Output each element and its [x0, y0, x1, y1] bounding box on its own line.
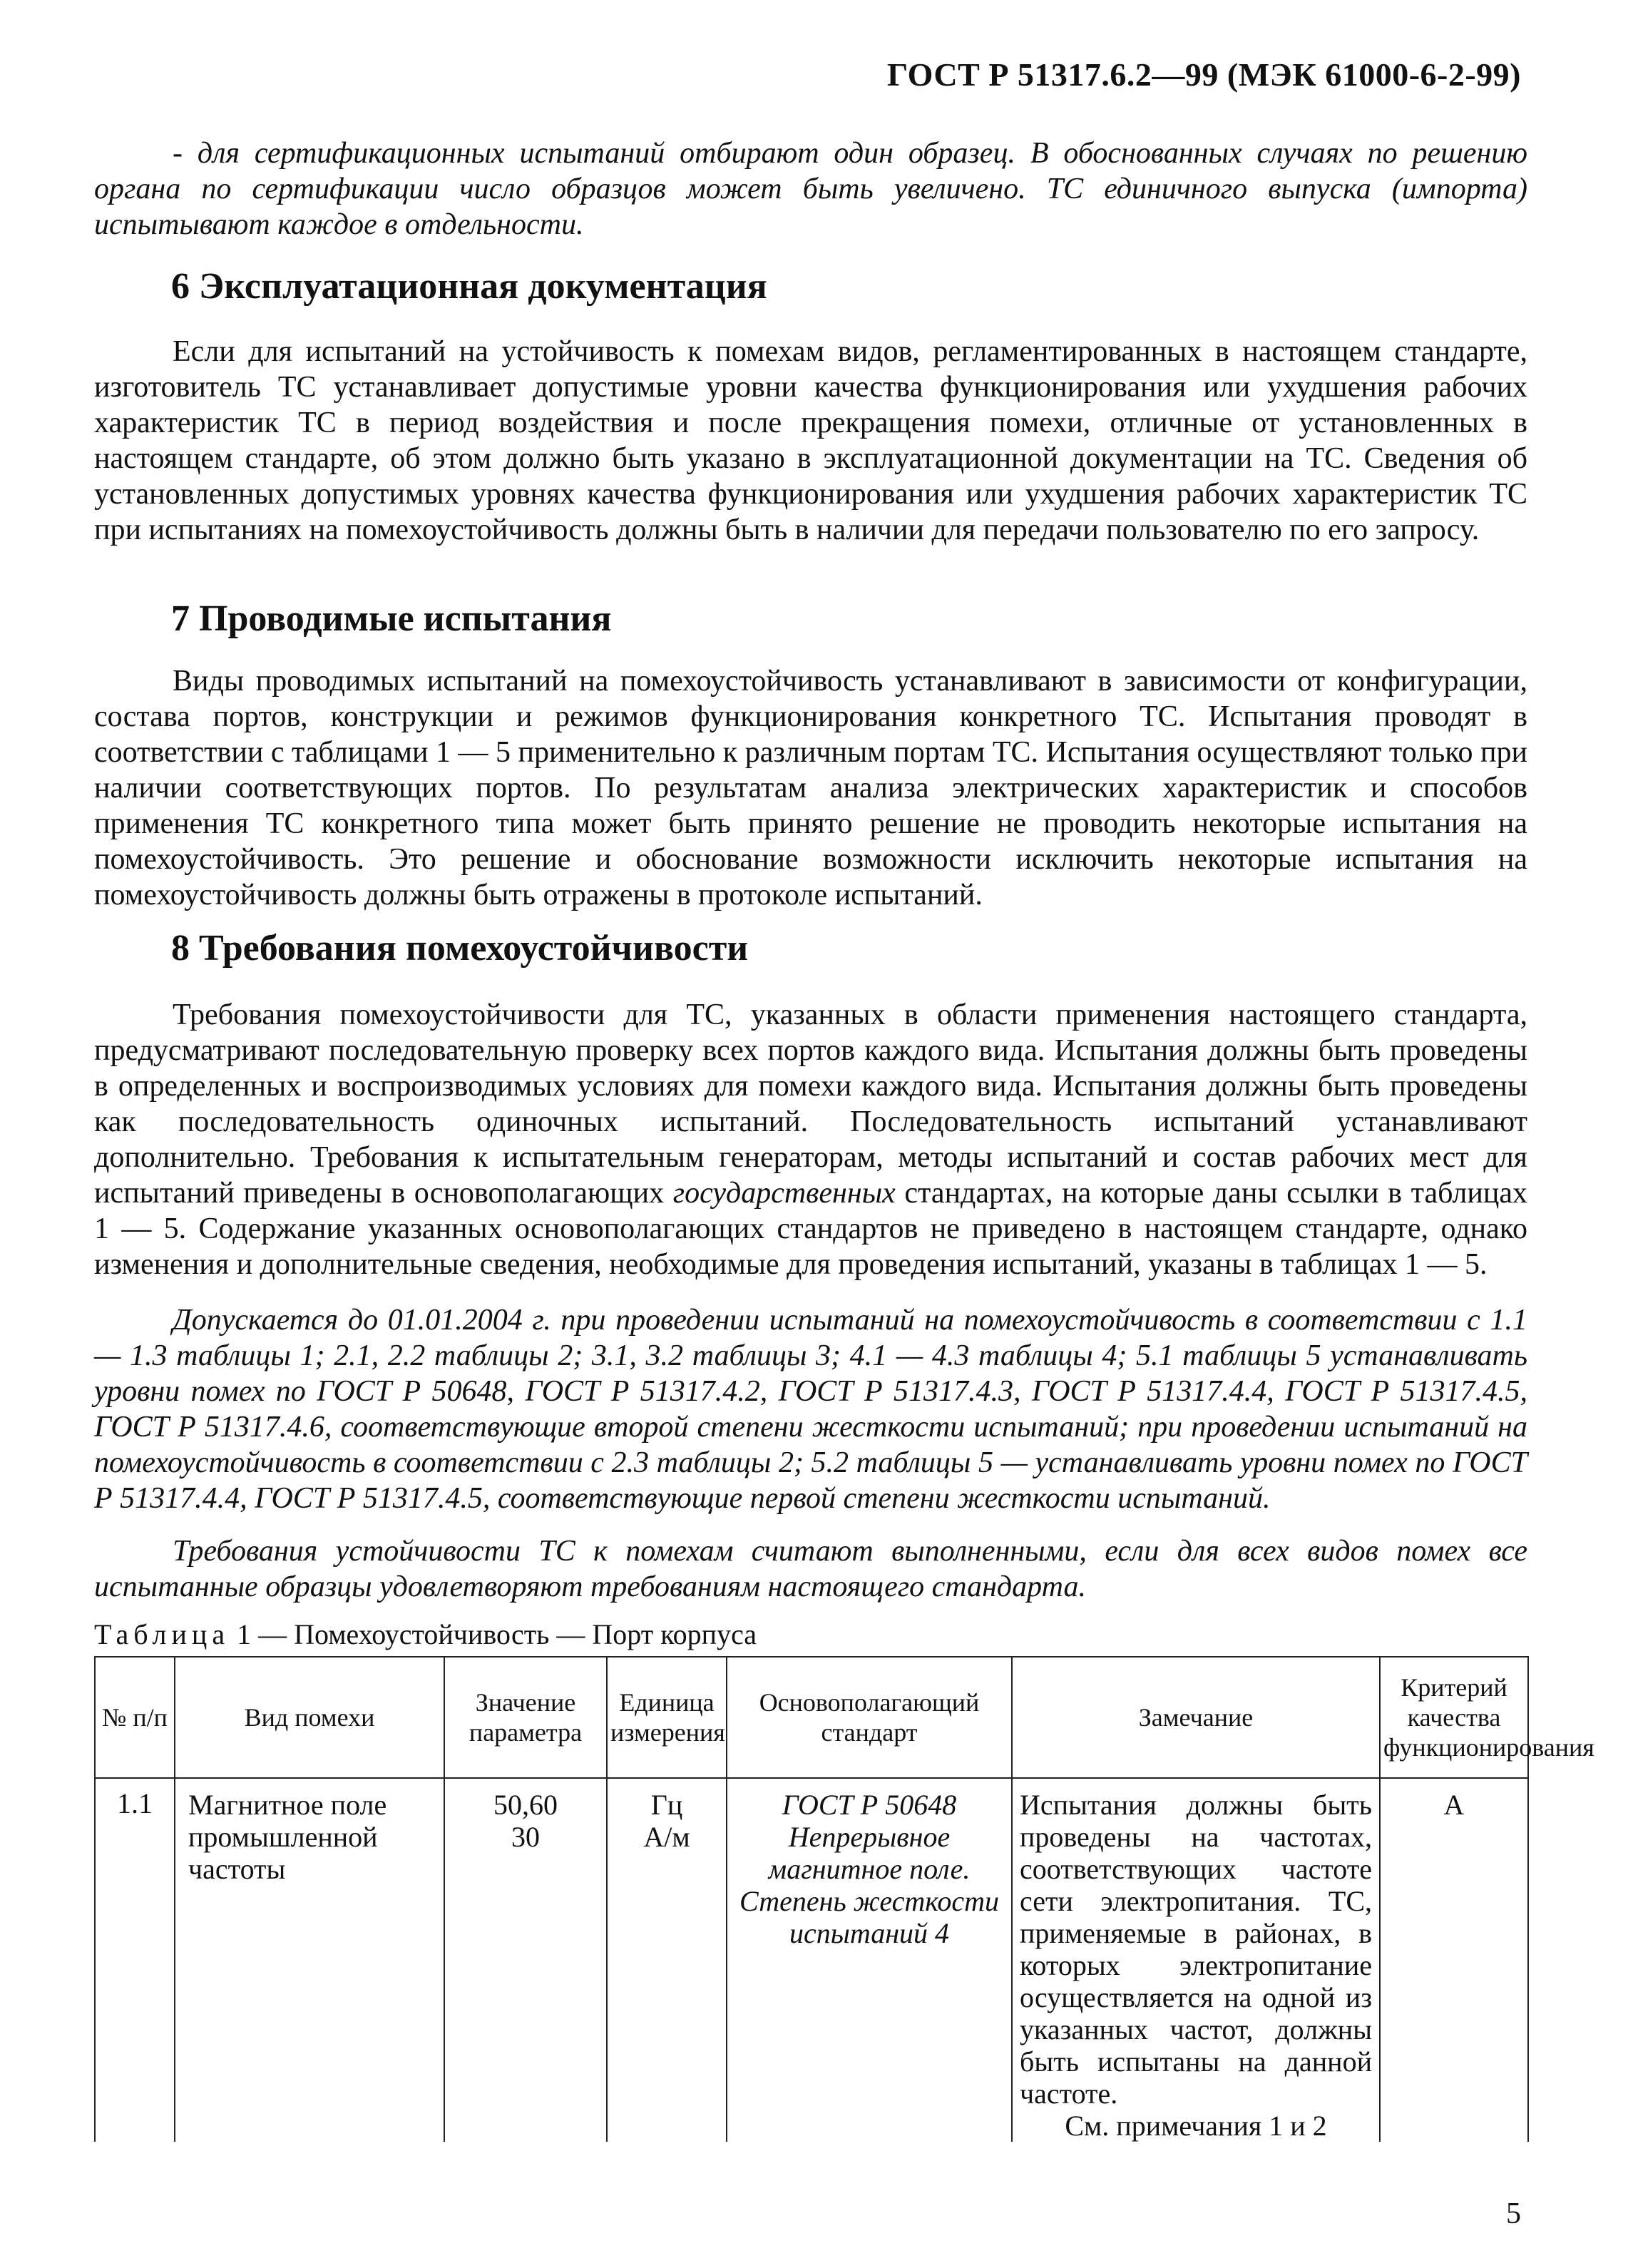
standard-text: Непрерывное магнитное поле. Степень жесткости испытаний 4: [739, 1821, 1000, 1949]
section-7-title: 7 Проводимые испытания: [171, 598, 612, 639]
standard-title: ГОСТ Р 50648: [782, 1789, 957, 1821]
section-8-title: 8 Требования помехоустойчивости: [171, 928, 749, 969]
header-value: Значение параметра: [444, 1657, 607, 1778]
cell-num: 1.1: [95, 1778, 175, 2142]
header-criterion: Критерий качества функционирования: [1380, 1657, 1528, 1778]
cell-value: 50,60 30: [444, 1778, 607, 2142]
cell-unit: Гц А/м: [607, 1778, 727, 2142]
header-standard: Основополагающий стандарт: [727, 1657, 1012, 1778]
section-7-text: Виды проводимых испытаний на помехоустойчивость устанавливают в зависимости от конфигурации, состава портов, конструкции и режимов функционирования конкретного ТС. Испытания проводят в соответствии с таблицами 1 — 5 применительно к различным портам ТС. Испытания осуществляют только при наличии соответствующих портов. По результатам анализа электрических характеристик и способов применения ТС конкретного типа может быть принято решение не проводить некоторые испытания на помехоустойчивость. Это решение и обоснование возможности исключить некоторые испытания на помехоустойчивость должны быть отражены в протоколе испытаний.: [94, 665, 1527, 911]
section-8-text-b: Допускается до 01.01.2004 г. при проведении испытаний на помехоустойчивость в соответствии с 1.1 — 1.3 таблицы 1; 2.1, 2.2 таблицы 2; 3.1, 3.2 таблицы 3; 4.1 — 4.3 таблицы 4; 5.1 таблицы 5 устанавливать уровни помех по ГОСТ Р 50648, ГОСТ Р 51317.4.2, ГОСТ Р 51317.4.3, ГОСТ Р 51317.4.4, ГОСТ Р 51317.4.5, ГОСТ Р 51317.4.6, соответствующие второй степени жесткости испытаний; при проведении испытаний на помехоустойчивость в соответствии с 2.3 таблицы 2; 5.2 таблицы 5 — устанавливать уровни помех по ГОСТ Р 51317.4.4, ГОСТ Р 51317.4.5, соответствующие первой степени жесткости испытаний.: [94, 1304, 1527, 1515]
section-8-text-a: Требования помехоустойчивости для ТС, указанных в области применения настоящего стандарта, предусматривают последовательную проверку всех портов каждого вида. Испытания должны быть проведены в определенных и воспроизводимых условиях для помехи каждого вида. Испытания должны быть проведены как последовательность одиночных испытаний. Последовательность испытаний устанавливают дополнительно. Требования к испытательным генераторам, методы испытаний и состав рабочих мест для испытаний приведены в основополагающих государственных стандартах, на которые даны ссылки в таблицах 1 — 5. Содержание указанных основополагающих стандартов не приведено в настоящем стандарте, однако изменения и дополнительные сведения, необходимые для проведения испытаний, указаны в таблицах 1 — 5.: [94, 998, 1527, 1281]
cell-remark: [1012, 1778, 1380, 2142]
intro-paragraph: - для сертификационных испытаний отбирают один образец. В обоснованных случаях по решению органа по сертификации число образцов может быть увеличено. ТС единичного выпуска (импорта) испытывают каждое в отдельности.: [94, 137, 1527, 241]
header-num: № п/п: [95, 1657, 175, 1778]
remark-text: Испытания должны быть проведены на частотах, соответствующих частоте сети электропитания. ТС, применяемые в районах, в которых электропитание осуществляется на одной из указанных частот, должны быть испытаны на данной частоте.: [1020, 1789, 1372, 2110]
remark-note: См. примечания 1 и 2: [1065, 2110, 1327, 2142]
section-8-text-c: Требования устойчивости ТС к помехам считают выполненными, если для всех видов помех все испытанные образцы удовлетворяют требованиям настоящего стандарта.: [94, 1535, 1527, 1603]
cell-criterion: А: [1380, 1778, 1528, 2142]
section-6-title: 6 Эксплуатационная документация: [171, 266, 767, 307]
header-kind: Вид помехи: [175, 1657, 444, 1778]
table-row: [95, 1778, 1528, 2142]
table-1-caption: Таблица 1 — Помехоустойчивость — Порт корпуса: [94, 1618, 757, 1650]
section-6-text: Если для испытаний на устойчивость к помехам видов, регламентированных в настоящем стандарте, изготовитель ТС устанавливает допустимые уровни качества функционирования или ухудшения рабочих характеристик ТС в период воздействия и после прекращения помехи, отличные от установленных в настоящем стандарте, об этом должно быть указано в эксплуатационной документации на ТС. Сведения об установленных допустимых уровнях качества функционирования или ухудшения рабочих характеристик ТС при испытаниях на помехоустойчивость должны быть в наличии для передачи пользователю по его запросу.: [94, 335, 1527, 546]
header-unit: Единица измерения: [607, 1657, 727, 1778]
page-number: 5: [1506, 2197, 1521, 2230]
table-header-row: [95, 1657, 1528, 1778]
header-remark: Замечание: [1012, 1657, 1380, 1778]
cell-kind: Магнитное поле промышленной частоты: [175, 1778, 444, 2142]
cell-standard: [727, 1778, 1012, 2142]
table-1: [94, 1656, 1594, 2142]
page-header: ГОСТ Р 51317.6.2—99 (МЭК 61000-6-2-99): [886, 56, 1521, 93]
